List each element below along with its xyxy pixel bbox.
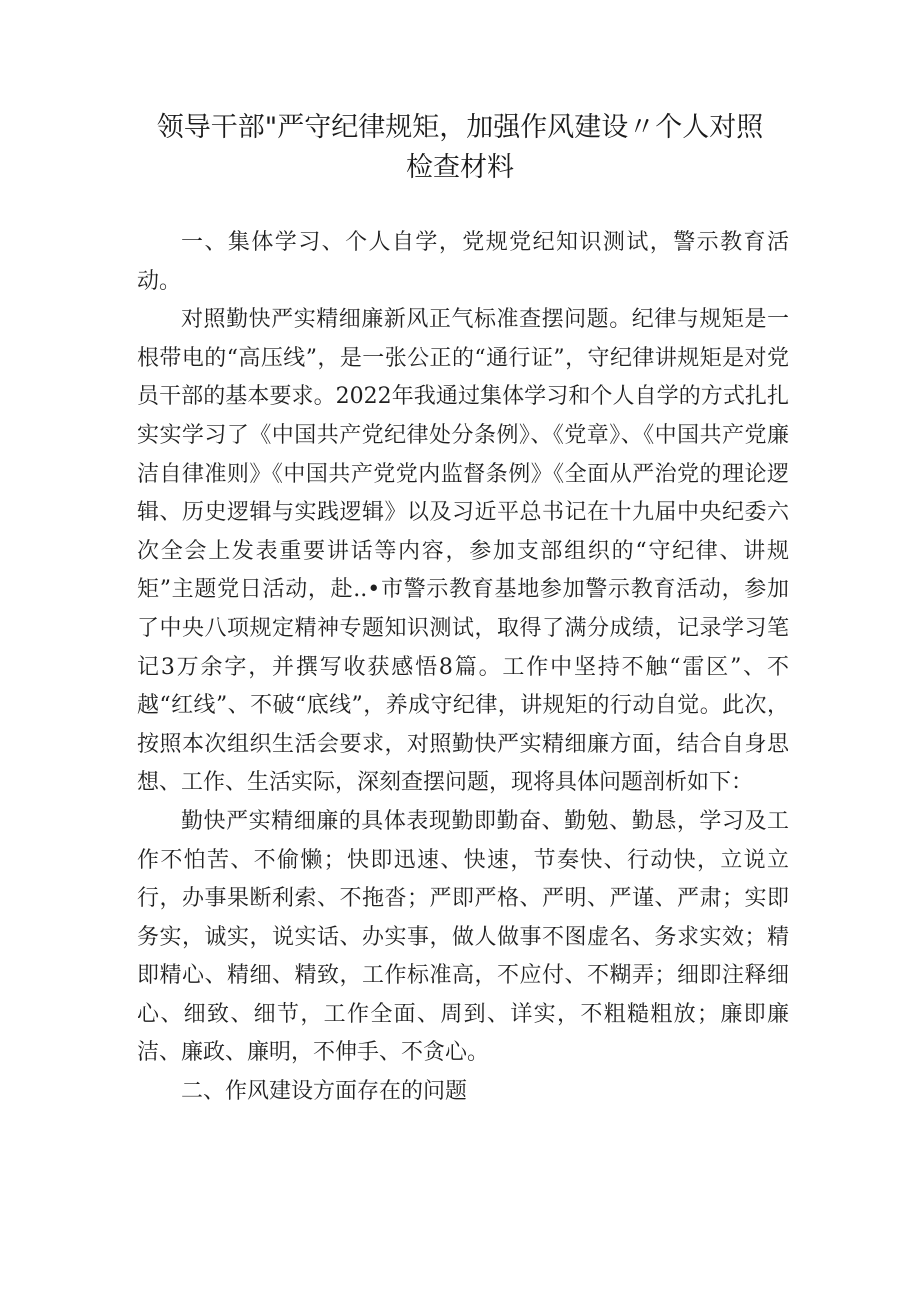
section-heading-1: 一、集体学习、个人自学，党规党纪知识测试，警示教育活动。 [137, 230, 789, 294]
title-line-1: 领导干部"严守纪律规矩，加强作风建设〃个人对照 [156, 112, 764, 143]
document-body [137, 224, 789, 1112]
paragraph-study-summary: 对照勤快严实精细廉新风正气标准查摆问题。纪律与规矩是一根带电的“高压线”，是一张公正的“通行证”，守纪律讲规矩是对党员干部的基本要求。2022年我通过集体学习和个人自学的方式扎扎实实学习了《中国共产党纪律处分条例》、《党章》、《中国共产党廉洁自律准则》《中国共产党党内监督条例》《全面从严治党的理论逻辑、历史逻辑与实践逻辑》以及习近平总书记在十九届中央纪委六次全会上发表重要讲话等内容，参加支部组织的“守纪律、讲规矩”主题党日活动，赴..•市警示教育基地参加警示教育活动，参加了中央八项规定精神专题知识测试，取得了满分成绩，记录学习笔记3万余字，并撰写收获感悟8篇。工作中坚持不触“雷区”、不越“红线”、不破“底线”，养成守纪律，讲规矩的行动自觉。此次，按照本次组织生活会要求，对照勤快严实精细廉方面，结合自身思想、工作、生活实际，深刻查摆问题，现将具体问题剖析如下： [137, 307, 789, 796]
document-title [120, 108, 800, 188]
title-line-2: 检查材料 [406, 152, 514, 183]
section-heading-2: 二、作风建设方面存在的问题 [181, 1079, 468, 1105]
paragraph-standards: 勤快严实精细廉的具体表现勤即勤奋、勤勉、勤恳，学习及工作不怕苦、不偷懒；快即迅速、快速，节奏快、行动快，立说立行，办事果断利索、不拖沓；严即严格、严明、严谨、严肃；实即务实，诚实，说实话、办实事，做人做事不图虚名、务求实效；精即精心、精细、精致，工作标准高，不应付、不糊弄；细即注释细心、细致、细节，工作全面、周到、详实，不粗糙粗放；廉即廉洁、廉政、廉明，不伸手、不贪心。 [137, 808, 789, 1066]
